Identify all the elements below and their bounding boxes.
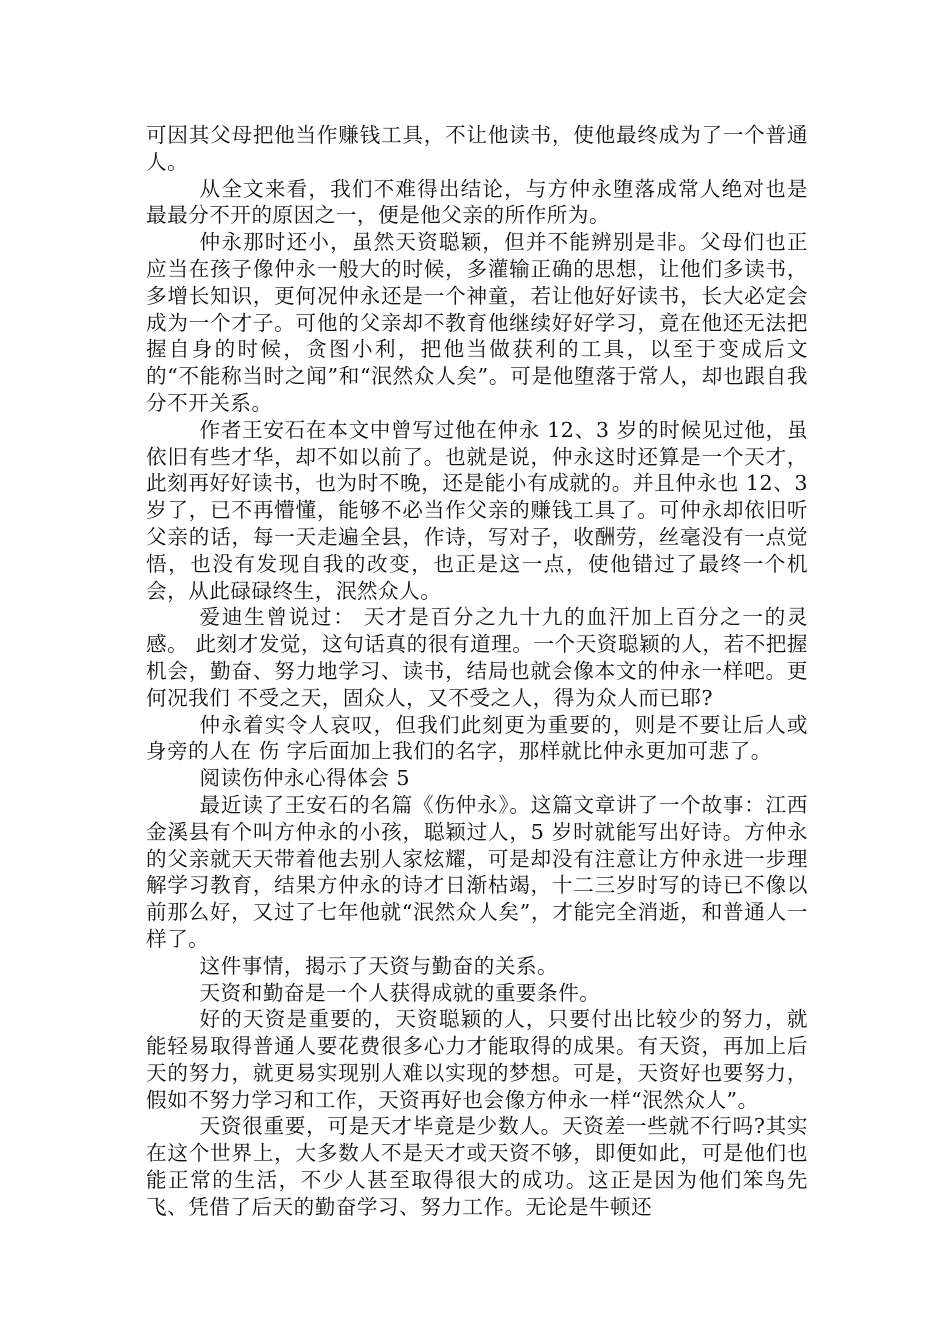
paragraph: 爱迪生曾说过： 天才是百分之九十九的血汗加上百分之一的灵感。 此刻才发觉，这句话真的很有道理。一个天资聪颖的人，若不把握机会，勤奋、努力地学习、读书，结局也就会像本文的仲永一样吧。更何况我们 不受之天，固众人，又不受之人，得为众人而已耶?: [146, 605, 808, 710]
paragraph: 最近读了王安石的名篇《伤仲永》。这篇文章讲了一个故事：江西金溪县有个叫方仲永的小孩，聪颖过人，5 岁时就能写出好诗。方仲永的父亲就天天带着他去别人家炫耀，可是却没有注意让方仲永进一步理解学习教育，结果方仲永的诗才日渐枯竭，十二三岁时写的诗已不像以前那么好，又过了七年他就“泯然众人矣”，才能完全消逝，和普通人一样了。: [146, 792, 808, 951]
paragraph: 天资很重要，可是天才毕竟是少数人。天资差一些就不行吗?其实在这个世界上，大多数人不是天才或天资不够，即便如此，可是他们也能正常的生活，不少人甚至取得很大的成功。这正是因为他们笨鸟先飞、凭借了后天的勤奋学习、努力工作。无论是牛顿还: [146, 1114, 808, 1219]
section-heading: 阅读伤仲永心得体会 5: [199, 766, 411, 791]
paragraph: 这件事情，揭示了天资与勤奋的关系。: [199, 953, 559, 978]
paragraph: 仲永那时还小，虽然天资聪颖，但并不能辨别是非。父母们也正应当在孩子像仲永一般大的时候，多灌输正确的思想，让他们多读书，多增长知识，更何况仲永还是一个神童，若让他好好读书，长大必定会成为一个才子。可他的父亲却不教育他继续好好学习，竟在他还无法把握自身的时候，贪图小利，把他当做获利的工具，以至于变成后文的“不能称当时之闻”和“泯然众人矣”。可是他堕落于常人，却也跟自我分不开关系。: [146, 230, 808, 415]
paragraph: 仲永着实令人哀叹，但我们此刻更为重要的，则是不要让后人或身旁的人在 伤 字后面加上我们的名字，那样就比仲永更加可悲了。: [146, 712, 808, 764]
paragraph: 作者王安石在本文中曾写过他在仲永 12、3 岁的时候见过他，虽依旧有些才华，却不如以前了。也就是说，仲永这时还算是一个天才，此刻再好好读书，也为时不晚，还是能小有成就的。并且仲永也 12、3 岁了，已不再懵懂，能够不必当作父亲的赚钱工具了。可仲永却依旧听父亲的话，每一天走遍全县，作诗，写对子，收酬劳，丝毫没有一点觉悟，也没有发现自我的改变，也正是这一点，使他错过了最终一个机会，从此碌碌终生，泯然众人。: [146, 417, 808, 603]
paragraph: 可因其父母把他当作赚钱工具，不让他读书，使他最终成为了一个普通人。: [146, 123, 808, 174]
paragraph: 天资和勤奋是一个人获得成就的重要条件。: [199, 980, 601, 1005]
paragraph: 从全文来看，我们不难得出结论，与方仲永堕落成常人绝对也是最最分不开的原因之一，便是他父亲的所作所为。: [146, 176, 808, 228]
document-body: [146, 122, 808, 1221]
paragraph: 好的天资是重要的，天资聪颖的人，只要付出比较少的努力，就能轻易取得普通人要花费很多心力才能取得的成果。有天资，再加上后天的努力，就更易实现别人难以实现的梦想。可是，天资好也要努力，假如不努力学习和工作，天资再好也会像方仲永一样“泯然众人”。: [146, 1007, 808, 1112]
